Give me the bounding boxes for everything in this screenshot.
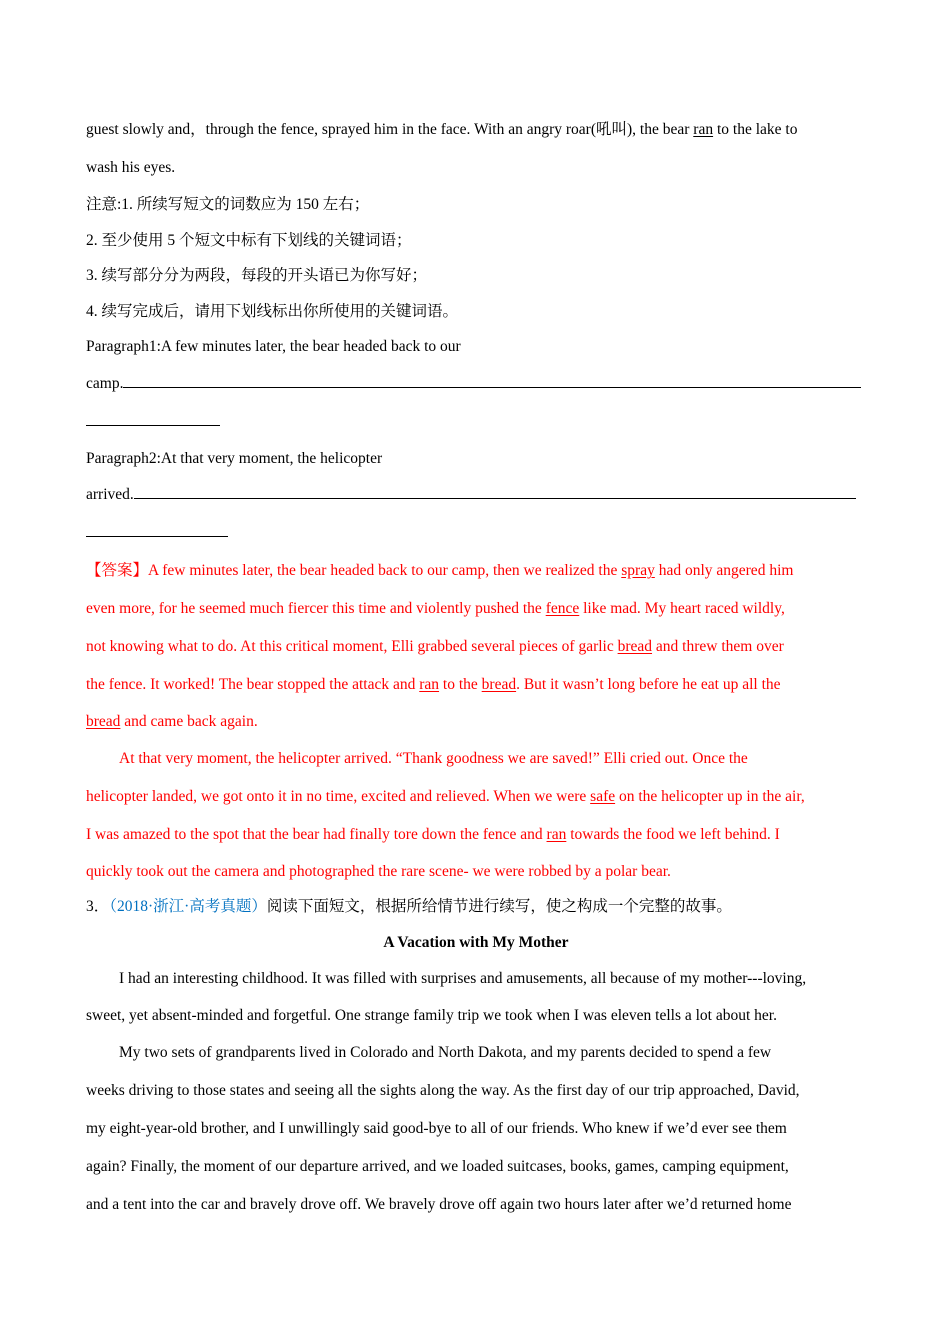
answer-line [86,628,866,666]
answer-text: on the helicopter up in the air, [615,787,805,805]
passage-line: my eight-year-old brother, and I unwillingly said good-bye to all of our friends. Who knew if we’d ever see them [86,1119,787,1137]
answer-line [86,778,866,816]
keyword-underlined: fence [545,600,580,617]
note-line: 注意:1. 所续写短文的词数应为 150 左右； [86,196,370,213]
keyword-underlined: bread [481,676,517,693]
paragraph1-label: Paragraph1:A few minutes later, the bear headed back to our [86,338,461,355]
keyword-underlined: bread [86,713,121,730]
document-body [86,111,866,1224]
intro-text: to the lake to [713,121,798,138]
passage-line: and a tent into the car and bravely drove off. We bravely drove off again two hours later after we’d returned home [86,1195,792,1213]
question-number: 3． [86,898,110,915]
intro-line [86,111,866,149]
blank-line [134,478,856,499]
keyword-underlined: ran [546,825,567,843]
answer-text: like mad. My heart raced wildly, [579,600,785,617]
passage-line: I had an interesting childhood. It was filled with surprises and amusements, all because of my mother---loving, [119,970,807,987]
paragraph2-lead-line [86,476,866,514]
answer-text: had only angered him [654,562,794,579]
keyword-underlined: spray [621,562,655,579]
paragraph1-blank-line [86,403,866,441]
answer-section [86,552,866,889]
answer-text: A few minutes later, the bear headed back to our camp, then we realized the [148,562,622,579]
blank-line [86,516,228,537]
keyword-underlined: ran [419,676,440,693]
keyword-underlined: bread [617,638,653,655]
answer-text: . But it wasn’t long before he eat up all the [516,676,781,693]
answer-line [86,590,866,628]
answer-text: even more, for he seemed much fiercer this time and violently pushed the [86,600,546,617]
passage-line: sweet, yet absent-minded and forgetful. One strange family trip we took when I was eleven tells a lot about her. [86,1007,777,1024]
paragraph1-lead: camp. [86,374,124,392]
answer-line [86,552,866,590]
paragraph2-lead: arrived. [86,486,134,503]
intro-text: guest slowly and，through the fence, sprayed him in the face. With an angry roar(吼叫), the bear [86,121,694,138]
note-line: 3. 续写部分分为两段，每段的开头语已为你写好； [86,267,428,284]
keyword-underlined: safe [590,787,616,805]
question-instruction: 阅读下面短文，根据所给情节进行续写，使之构成一个完整的故事。 [266,898,732,915]
question-source: （2018·浙江·高考真题） [109,898,267,915]
blank-line [86,405,220,426]
answer-text: to the [439,676,482,693]
blank-line [123,367,861,388]
note-line: 4. 续写完成后，请用下划线标出你所使用的关键词语。 [86,302,459,320]
answer-text: helicopter landed, we got onto it in no time, excited and relieved. When we were [86,787,591,805]
intro-line: wash his eyes. [86,159,176,176]
answer-text: towards the food we left behind. I [566,825,780,843]
passage-title: A Vacation with My Mother [383,933,569,951]
paragraph1-lead-line [86,365,866,403]
answer-text: the fence. It worked! The bear stopped the attack and [86,676,420,693]
answer-text: and threw them over [652,638,784,655]
note-line: 2. 至少使用 5 个短文中标有下划线的关键词语； [86,231,412,249]
passage-line: My two sets of grandparents lived in Colorado and North Dakota, and my parents decided to spend a few [119,1043,772,1061]
paragraph2-blank-line [86,514,866,552]
answer-line: At that very moment, the helicopter arrived. “Thank goodness we are saved!” Elli cried out. Once the [119,749,748,767]
question-3-header [86,889,866,925]
answer-tag: 【答案】 [86,562,149,579]
paragraph2-label: Paragraph2:At that very moment, the helicopter [86,449,383,467]
answer-text: I was amazed to the spot that the bear had finally tore down the fence and [86,825,547,843]
answer-line [86,816,866,854]
answer-line [86,666,866,704]
keyword-underlined: ran [693,121,714,138]
passage-line: weeks driving to those states and seeing all the sights along the way. As the first day of our trip approached, David, [86,1081,800,1099]
answer-text: and came back again. [120,713,258,730]
answer-text: not knowing what to do. At this critical moment, Elli grabbed several pieces of garlic [86,638,618,655]
passage-line: again? Finally, the moment of our departure arrived, and we loaded suitcases, books, games, camping equipment, [86,1157,789,1175]
answer-line [86,704,866,740]
answer-line: quickly took out the camera and photographed the rare scene- we were robbed by a polar bear. [86,862,671,880]
